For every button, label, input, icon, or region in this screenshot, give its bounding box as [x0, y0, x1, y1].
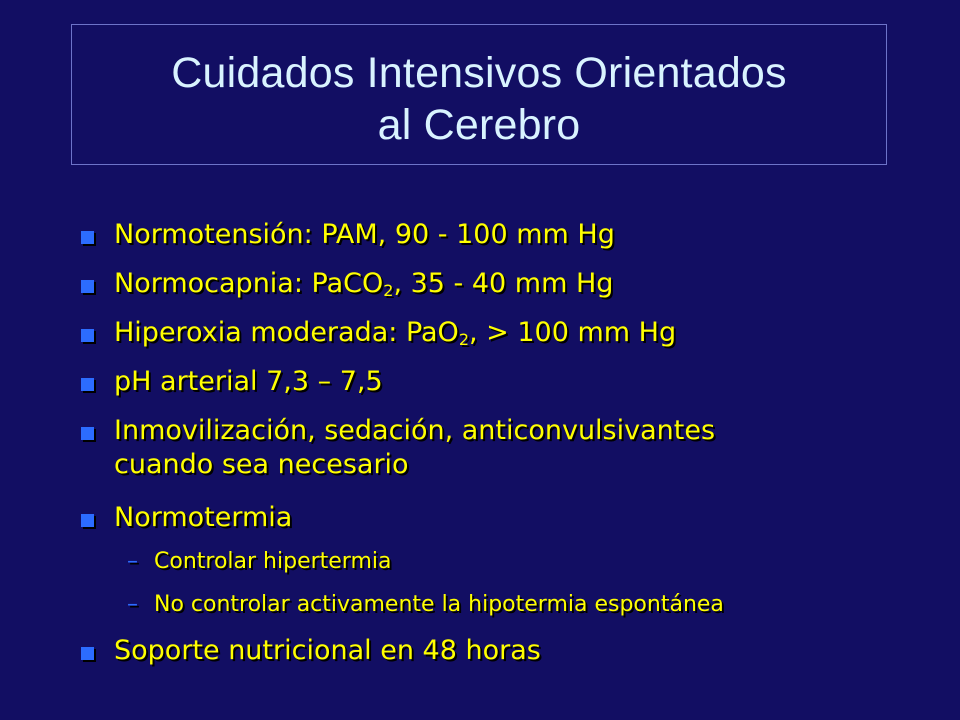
sub-item-text: Controlar hipertermia	[154, 549, 392, 574]
dash-marker: –	[127, 549, 138, 574]
bullet-text-line-2: cuando sea necesario	[114, 449, 409, 480]
subscript: 2	[383, 281, 394, 300]
dash-marker: –	[127, 592, 138, 617]
bullet-text	[114, 414, 715, 482]
bullet-text: pH arterial 7,3 – 7,5	[114, 366, 383, 397]
square-bullet-icon	[81, 378, 94, 391]
bullet-text: Normotensión: PAM, 90 - 100 mm Hg	[114, 219, 615, 250]
square-bullet-icon	[81, 329, 94, 342]
text-part: , > 100 mm Hg	[469, 317, 677, 348]
slide-title	[72, 47, 886, 151]
bullet-text-line-1: Inmovilización, sedación, anticonvulsivantes	[114, 415, 716, 446]
square-bullet-icon	[81, 427, 94, 440]
bullet-text: Soporte nutricional en 48 horas	[114, 635, 541, 666]
text-part: Hiperoxia moderada: PaO	[114, 317, 459, 348]
sub-item-text: No controlar activamente la hipotermia espontánea	[154, 592, 724, 617]
subscript: 2	[458, 330, 469, 349]
title-line-1: Cuidados Intensivos Orientados	[171, 49, 787, 97]
square-bullet-icon	[81, 647, 94, 660]
square-bullet-icon	[81, 231, 94, 244]
square-bullet-icon	[81, 280, 94, 293]
text-part: , 35 - 40 mm Hg	[393, 268, 614, 299]
bullet-text: Normotermia	[114, 502, 293, 533]
bullet-text	[114, 267, 613, 301]
title-line-2: al Cerebro	[377, 101, 581, 149]
bullet-text	[114, 316, 676, 350]
text-part: Normocapnia: PaCO	[114, 268, 384, 299]
square-bullet-icon	[81, 514, 94, 527]
title-box	[71, 24, 887, 165]
